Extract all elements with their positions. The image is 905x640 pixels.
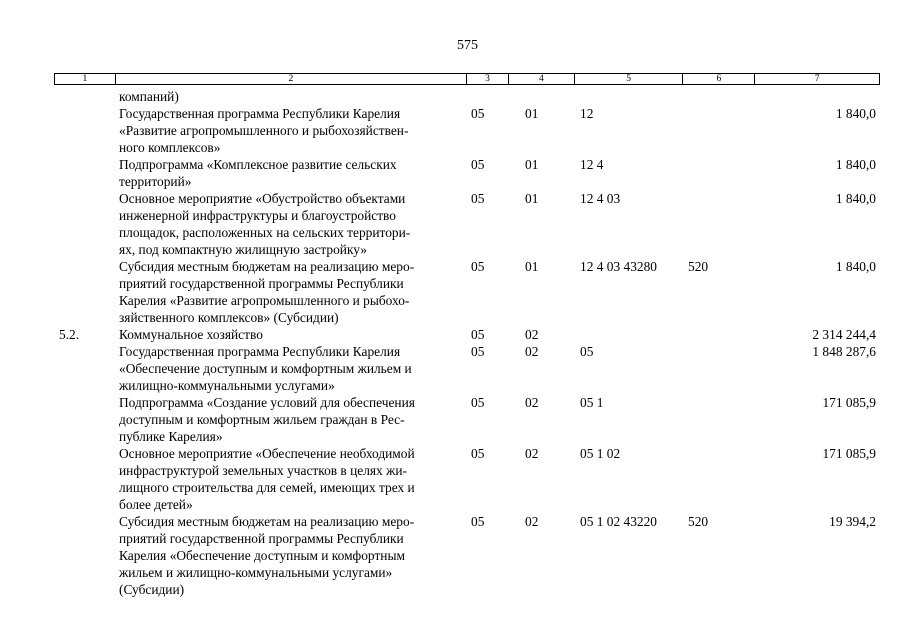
section-code <box>467 88 509 105</box>
row-name-line: зяйственного комплексов» (Субсидии) <box>119 310 339 325</box>
row-number <box>54 156 115 190</box>
table-row <box>54 88 880 105</box>
expense-type-code <box>684 394 756 445</box>
amount: 1 840,0 <box>835 106 876 121</box>
table-header <box>54 73 880 85</box>
row-number <box>54 394 115 445</box>
row-name <box>115 343 467 394</box>
target-article-code <box>575 88 684 105</box>
row-name-line: Основное мероприятие «Обустройство объектами <box>119 191 406 206</box>
page-number: 575 <box>457 38 478 53</box>
header-col-5: 5 <box>575 74 684 84</box>
row-name <box>115 190 467 258</box>
header-col-2: 2 <box>116 74 467 84</box>
section-code: 05 <box>471 514 485 529</box>
subsection-code: 02 <box>525 344 539 359</box>
section-code: 05 <box>471 157 485 172</box>
amount: 19 394,2 <box>829 514 876 529</box>
amount: 1 848 287,6 <box>812 344 876 359</box>
row-name-line: Карелия «Обеспечение доступным и комфортным <box>119 548 405 563</box>
section-code: 05 <box>471 446 485 461</box>
target-article-code: 12 4 <box>580 157 604 172</box>
row-name-line: жильем и жилищно-коммунальными услугами» <box>119 565 393 580</box>
row-number <box>54 343 115 394</box>
row-number <box>54 258 115 326</box>
subsection-code: 02 <box>525 327 539 342</box>
row-name-line: компаний) <box>119 89 179 104</box>
section-code: 05 <box>471 106 485 121</box>
target-article-code: 12 4 03 43280 <box>580 259 657 274</box>
table-row <box>54 156 880 190</box>
subsection-code: 02 <box>525 395 539 410</box>
section-code: 05 <box>471 344 485 359</box>
row-name-line: «Развитие агропромышленного и рыбохозяйствен- <box>119 123 409 138</box>
expense-type-code <box>684 88 756 105</box>
row-name-line: инфраструктурой земельных участков в целях жи- <box>119 463 407 478</box>
table-row <box>54 343 880 394</box>
row-name <box>115 326 467 343</box>
table-row <box>54 394 880 445</box>
row-name-line: «Обеспечение доступным и комфортным жильем и <box>119 361 412 376</box>
expense-type-code <box>684 156 756 190</box>
row-name-line: Государственная программа Республики Карелия <box>119 344 401 359</box>
header-col-6: 6 <box>683 74 755 84</box>
target-article-code: 05 1 <box>580 395 604 410</box>
row-number <box>54 88 115 105</box>
expense-type-code <box>684 445 756 513</box>
header-col-7: 7 <box>814 74 820 84</box>
amount: 1 840,0 <box>835 259 876 274</box>
row-name-line: территорий» <box>119 174 192 189</box>
amount: 1 840,0 <box>835 191 876 206</box>
row-name-line: приятий государственной программы Республики <box>119 276 404 291</box>
row-name <box>115 88 467 105</box>
subsection-code: 02 <box>525 446 539 461</box>
amount: 2 314 244,4 <box>812 327 876 342</box>
row-number <box>54 513 115 598</box>
row-name <box>115 445 467 513</box>
budget-table-body <box>54 88 880 598</box>
target-article-code: 05 1 02 <box>580 446 621 461</box>
expense-type-code: 520 <box>688 259 709 274</box>
row-name-line: Основное мероприятие «Обеспечение необходимой <box>119 446 415 461</box>
target-article-code: 05 1 02 43220 <box>580 514 657 529</box>
section-code: 05 <box>471 395 485 410</box>
row-name-line: Подпрограмма «Создание условий для обеспечения <box>119 395 415 410</box>
row-name-line: жилищно-коммунальными услугами» <box>119 378 335 393</box>
expense-type-code <box>684 326 756 343</box>
target-article-code: 12 <box>580 106 594 121</box>
table-row <box>54 105 880 156</box>
expense-type-code: 520 <box>688 514 709 529</box>
subsection-code: 01 <box>525 157 539 172</box>
row-number <box>54 445 115 513</box>
header-col-3: 3 <box>467 74 509 84</box>
row-name-line: приятий государственной программы Республики <box>119 531 404 546</box>
row-name-line: Субсидия местным бюджетам на реализацию меро- <box>119 259 415 274</box>
section-code: 05 <box>471 191 485 206</box>
target-article-code: 12 4 03 <box>580 191 621 206</box>
row-name <box>115 156 467 190</box>
row-name <box>115 258 467 326</box>
subsection-code <box>509 88 575 105</box>
row-name-line: Субсидия местным бюджетам на реализацию меро- <box>119 514 415 529</box>
row-name-line: (Субсидии) <box>119 582 185 597</box>
row-name <box>115 394 467 445</box>
row-number <box>54 105 115 156</box>
header-col-4: 4 <box>509 74 575 84</box>
expense-type-code <box>684 105 756 156</box>
expense-type-code <box>684 190 756 258</box>
target-article-code: 05 <box>580 344 594 359</box>
table-row <box>54 326 880 343</box>
row-name-line: ях, под компактную жилищную застройку» <box>119 242 368 257</box>
amount: 1 840,0 <box>835 157 876 172</box>
row-name-line: более детей» <box>119 497 193 512</box>
table-row <box>54 258 880 326</box>
section-code: 05 <box>471 259 485 274</box>
subsection-code: 01 <box>525 191 539 206</box>
subsection-code: 01 <box>525 106 539 121</box>
row-name-line: инженерной инфраструктуры и благоустройство <box>119 208 396 223</box>
amount: 171 085,9 <box>822 446 876 461</box>
row-name-line: Государственная программа Республики Карелия <box>119 106 401 121</box>
row-name-line: Карелия «Развитие агропромышленного и рыбохо- <box>119 293 410 308</box>
table-row <box>54 445 880 513</box>
row-name-line: публике Карелия» <box>119 429 223 444</box>
expense-type-code <box>684 343 756 394</box>
row-name-line: доступным и комфортным жильем граждан в Рес- <box>119 412 405 427</box>
subsection-code: 01 <box>525 259 539 274</box>
row-number: 5.2. <box>59 327 80 342</box>
section-code: 05 <box>471 327 485 342</box>
row-name <box>115 513 467 598</box>
target-article-code <box>575 326 684 343</box>
table-row <box>54 190 880 258</box>
subsection-code: 02 <box>525 514 539 529</box>
row-name-line: Подпрограмма «Комплексное развитие сельских <box>119 157 397 172</box>
row-number <box>54 190 115 258</box>
row-name <box>115 105 467 156</box>
row-name-line: площадок, расположенных на сельских территори- <box>119 225 411 240</box>
amount: 171 085,9 <box>822 395 876 410</box>
row-name-line: ного комплексов» <box>119 140 221 155</box>
header-col-1: 1 <box>55 74 116 84</box>
row-name-line: лищного строительства для семей, имеющих трех и <box>119 480 415 495</box>
row-name-line: Коммунальное хозяйство <box>119 327 263 342</box>
table-row <box>54 513 880 598</box>
amount <box>756 88 880 105</box>
